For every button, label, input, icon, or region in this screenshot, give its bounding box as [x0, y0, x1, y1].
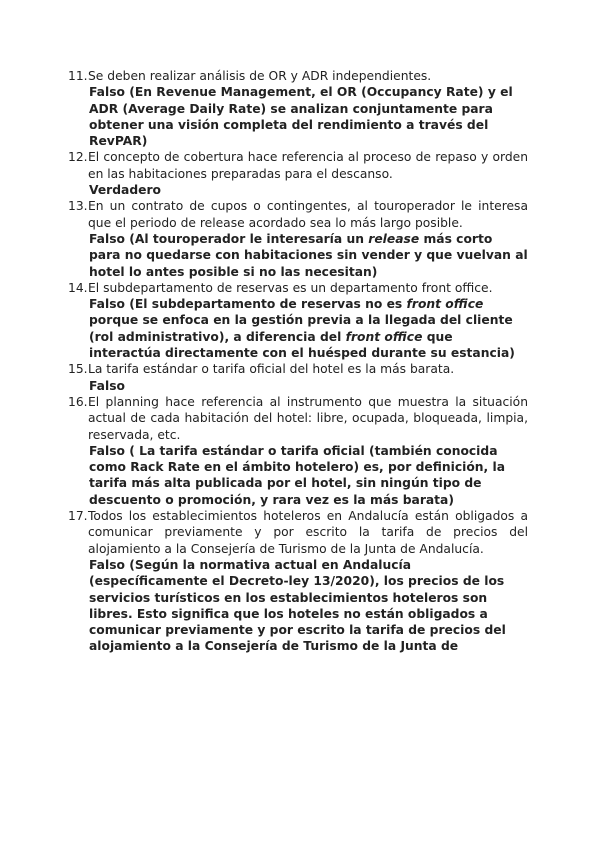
answer-emphasis: front office	[406, 297, 484, 312]
item-number: 12.	[68, 150, 88, 165]
answer-segment: Falso ( La tarifa estándar o tarifa oficial (también conocida como Rack Rate en el ámbito hotelero) es, por definición, la tarifa más alta publicada por el hotel, sin ningún tipo de descuento o promoción, y rara vez es la más barata)	[89, 443, 506, 507]
list-item	[68, 198, 528, 279]
list-item	[68, 149, 528, 198]
answer-segment: más corto para no quedarse con habitaciones sin vender y que vuelvan al hotel lo antes posible si no las necesitan)	[89, 231, 528, 279]
answer-text	[88, 378, 528, 394]
item-number: 17.	[68, 509, 88, 524]
answer-emphasis: release	[368, 231, 420, 246]
answer-segment: Falso (Según la normativa actual en Andalucía (específicamente el Decreto-ley 13/2020), los precios de los servicios turísticos en los establecimientos hoteleros son libres. Esto significa que los hoteles no están obligados a comunicar previamente y por escrito la tarifa de precios del alojamiento a la Consejería de Turismo de la Junta de	[89, 557, 506, 654]
answer-text	[88, 84, 528, 149]
list-item	[68, 280, 528, 361]
answer-segment: Falso (El subdepartamento de reservas no es	[89, 297, 407, 312]
list-item	[68, 361, 528, 394]
question-text: El concepto de cobertura hace referencia al proceso de repaso y orden en las habitaciones preparadas para el descanso.	[88, 150, 528, 181]
question-text: Todos los establecimientos hoteleros en Andalucía están obligados a comunicar previamente y por escrito la tarifa de precios del alojamiento a la Consejería de Turismo de la Junta de Andalucía.	[88, 509, 528, 556]
item-number: 14.	[68, 280, 88, 295]
list-item	[68, 508, 528, 655]
answer-text	[88, 557, 528, 655]
question-text: La tarifa estándar o tarifa oficial del hotel es la más barata.	[88, 362, 455, 377]
question-list	[68, 68, 528, 655]
question-text: El subdepartamento de reservas es un departamento front office.	[88, 280, 493, 295]
answer-text	[88, 443, 528, 508]
question-text: Se deben realizar análisis de OR y ADR independientes.	[88, 69, 432, 83]
answer-segment: Falso	[89, 378, 125, 393]
list-item	[68, 394, 528, 508]
answer-text	[88, 296, 528, 361]
item-number: 11.	[68, 69, 88, 83]
answer-emphasis: front office	[345, 329, 423, 344]
answer-segment: Falso (En Revenue Management, el OR (Occupancy Rate) y el ADR (Average Daily Rate) se analizan conjuntamente para obtener una visión completa del rendimiento a través del RevPAR)	[89, 85, 513, 149]
list-item	[68, 68, 528, 149]
item-number: 13.	[68, 199, 88, 214]
answer-segment: Verdadero	[89, 183, 162, 198]
item-number: 15.	[68, 362, 88, 377]
answer-text	[88, 182, 528, 198]
question-text: En un contrato de cupos o contingentes, al touroperador le interesa que el periodo de release acordado sea lo más largo posible.	[88, 199, 528, 230]
answer-segment: que interactúa directamente con el huésped durante su estancia)	[89, 329, 515, 361]
question-text: El planning hace referencia al instrumento que muestra la situación actual de cada habitación del hotel: libre, ocupada, bloqueada, limpia, reservada, etc.	[88, 394, 528, 442]
answer-segment: porque se enfoca en la gestión previa a la llegada del cliente (rol administrativo), a diferencia del	[89, 313, 513, 344]
item-number: 16.	[68, 394, 88, 409]
answer-text	[88, 231, 528, 280]
answer-segment: Falso (Al touroperador le interesaría un	[89, 231, 369, 246]
